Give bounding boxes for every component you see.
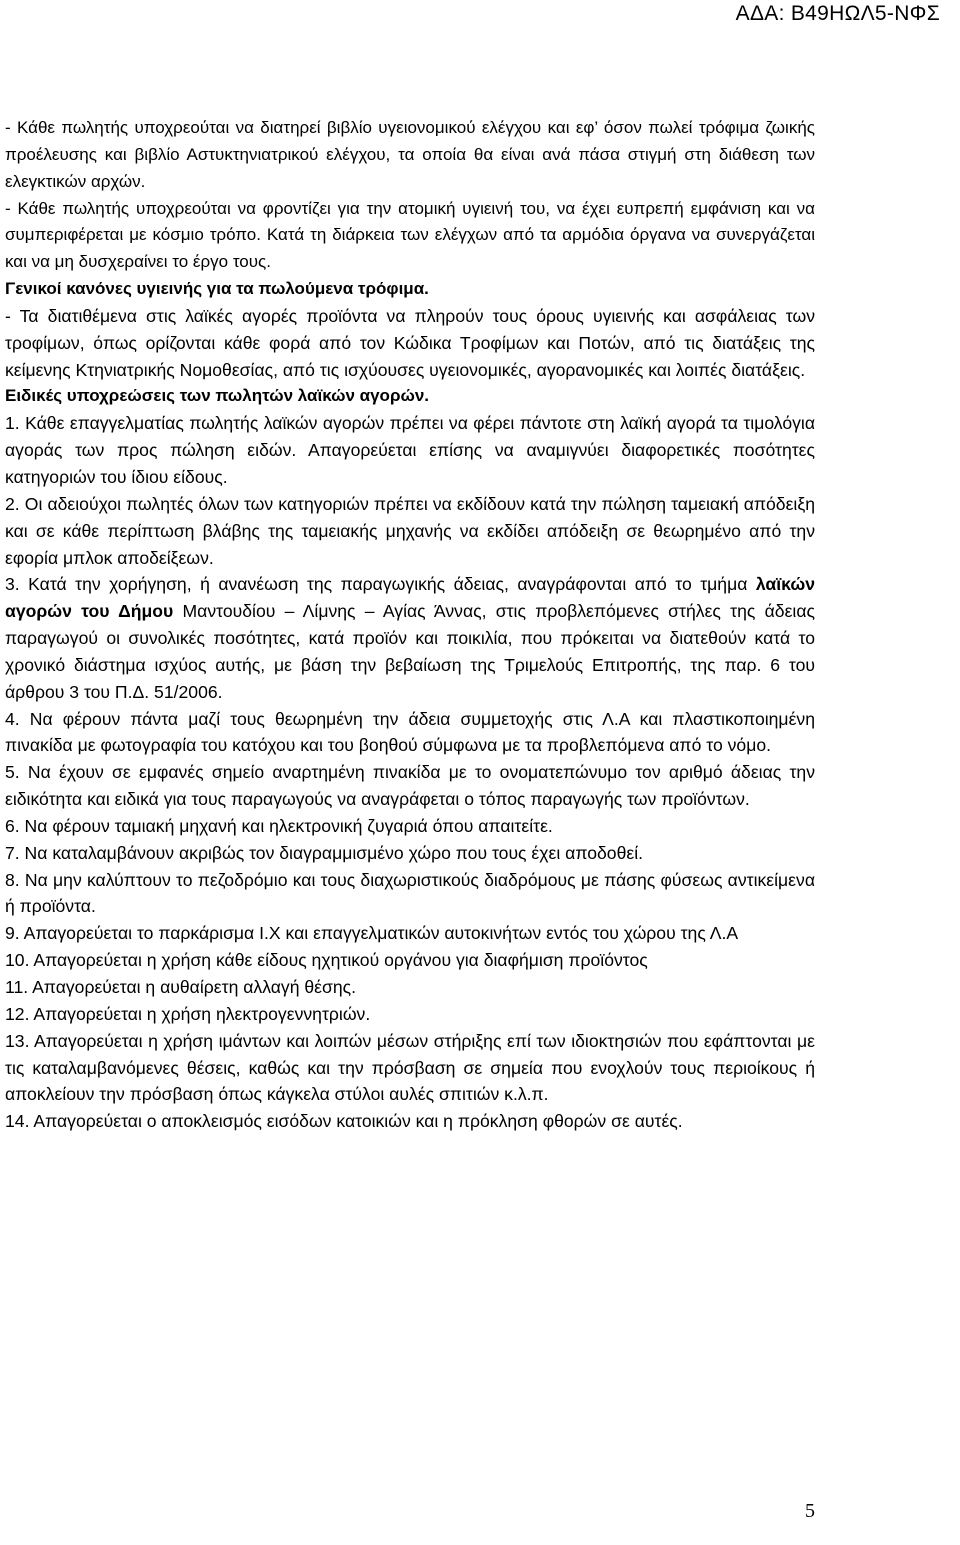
list-item-10: 10. Απαγορεύεται η χρήση κάθε είδους ηχητικού οργάνου για διαφήμιση προϊόντος [5,950,648,971]
list-item-5: 5. Να έχουν σε εμφανές σημείο αναρτημένη πινακίδα με το ονοματεπώνυμο τον αριθμό άδειας την ειδικότητα και ειδικά για τους παραγωγούς να αναγράφεται ο τόπος παραγωγής των προϊόντων. [5,762,815,810]
list-item-9: 9. Απαγορεύεται το παρκάρισμα Ι.Χ και επαγγελματικών αυτοκινήτων εντός του χώρου της Λ.Α [5,923,739,944]
list-item-3-text-after: Μαντουδίου – Λίμνης – Αγίας Άννας, στις προβλεπόμενες στήλες της άδειας παραγωγού οι συνολικές ποσότητες, κατά προϊόν και ποικιλία, που πρόκειται να διατεθούν κατά το χρονικό διάστημα ισχύος αυτής, με βάση την βεβαίωση της Τριμελούς Επιτροπής, της παρ. 6 του άρθρου 3 του Π.Δ. 51/2006. [5,601,815,702]
document-body [5,115,815,1135]
section-heading-food-hygiene-rules: Γενικοί κανόνες υγιεινής για τα πωλούμενα τρόφιμα. [5,279,429,299]
page-number: 5 [805,1500,815,1522]
list-item-13: 13. Απαγορεύεται η χρήση ιμάντων και λοιπών μέσων στήριξης επί των ιδιοκτησιών που εφάπτονται με τις καταλαμβανόμενες θέσεις, καθώς και την πρόσβαση σε σημεία που ενοχλούν τους περιοίκους ή αποκλείουν την πρόσβαση όπως κάγκελα στύλοι αυλές σπιτιών κ.λ.π. [5,1030,815,1105]
list-item-3 [5,571,815,705]
list-item-14: 14. Απαγορεύεται ο αποκλεισμός εισόδων κατοικιών και η πρόκληση φθορών σε αυτές. [5,1111,683,1132]
list-item-12: 12. Απαγορεύεται η χρήση ηλεκτρογεννητριών. [5,1003,371,1024]
paragraph-vendor-hygiene: - Κάθε πωλητής υποχρεούται να φροντίζει για την ατομική υγιεινή του, να έχει ευπρεπή εμφάνιση και να συμπεριφέρεται με κόσμιο τρόπο. Κατά τη διάρκεια των ελέγχων από τα αρμόδια όργανα να συνεργάζεται και να μη δυσχεραίνει το έργο τους. [5,198,815,272]
list-item-11: 11. Απαγορεύεται η αυθαίρετη αλλαγή θέσης. [5,977,357,997]
list-item-4: 4. Να φέρουν πάντα μαζί τους θεωρημένη την άδεια συμμετοχής στις Λ.Α και πλαστικοποιημένη πινακίδα με φωτογραφία του κατόχου και του βοηθού σύμφωνα με τα προβλεπόμενα από το νόμο. [5,708,815,756]
list-item-7: 7. Να καταλαμβάνουν ακριβώς τον διαγραμμισμένο χώρο που τους έχει αποδοθεί. [5,842,643,863]
list-item-6: 6. Να φέρουν ταμιακή μηχανή και ηλεκτρονική ζυγαριά όπου απαιτείτε. [5,815,553,836]
list-item-8: 8. Να μην καλύπτουν το πεζοδρόμιο και τους διαχωριστικούς διαδρόμους με πάσης φύσεως αντικείμενα ή προϊόντα. [5,869,815,917]
list-item-3-bold-text: λαϊκών αγορών του Δήμου [5,574,815,622]
list-item-1: 1. Κάθε επαγγελματίας πωλητής λαϊκών αγορών πρέπει να φέρει πάντοτε στη λαϊκή αγορά τα τιμολόγια αγοράς των προς πώληση ειδών. Απαγορεύεται επίσης να αναμιγνύει διαφορετικές ποσότητες κατηγοριών του ίδιου είδους. [5,413,815,487]
paragraph-food-safety-terms: - Τα διατιθέμενα στις λαϊκές αγορές προϊόντα να πληρούν τους όρους υγιεινής και ασφάλειας των τροφίμων, όπως ορίζονται κάθε φορά από τον Κώδικα Τροφίμων και Ποτών, από τις διατάξεις της κείμενης Κτηνιατρικής Νομοθεσίας, από τις ισχύουσες υγειονομικές, αγορανομικές και λοιπές διατάξεις. [5,305,815,380]
list-item-2: 2. Οι αδειούχοι πωλητές όλων των κατηγοριών πρέπει να εκδίδουν κατά την πώληση ταμειακή απόδειξη και σε κάθε περίπτωση βλάβης της ταμειακής μηχανής να εκδίδει απόδειξη σε θεωρημένο από την εφορία μπλοκ αποδείξεων. [5,493,815,568]
ada-code-header: ΑΔΑ: Β49ΗΩΛ5-ΝΦΣ [735,2,940,25]
list-item-3-text-before: 3. Κατά την χορήγηση, ή ανανέωση της παραγωγικής άδειας, αναγράφονται από το τμήμα [5,574,756,595]
paragraph-sales-records: - Κάθε πωλητής υποχρεούται να διατηρεί βιβλίο υγειονομικού ελέγχου και εφ’ όσον πωλεί τρόφιμα ζωικής προέλευσης και βιβλίο Αστυκτηνιατρικού ελέγχου, τα οποία θα είναι ανά πάσα στιγμή στη διάθεση των ελεγκτικών αρχών. [5,118,815,191]
section-heading-vendor-obligations: Ειδικές υποχρεώσεις των πωλητών λαϊκών αγορών. [5,386,429,406]
